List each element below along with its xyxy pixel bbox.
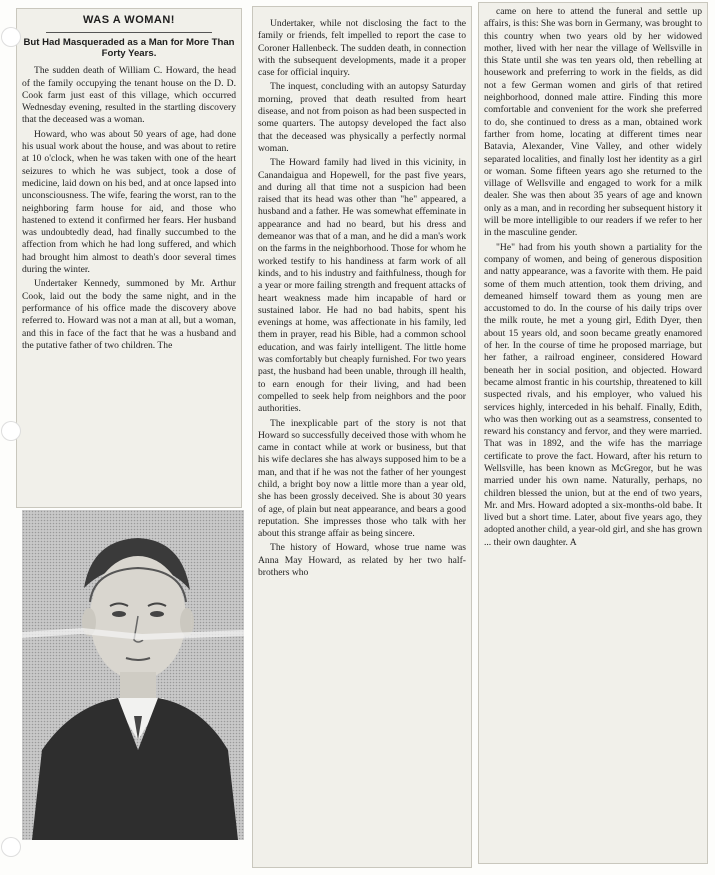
paragraph: The sudden death of William C. Howard, the head of the family occupying the tenant house on the D. D. Cook farm just east of this village, which occurred Wednesday evening, resulted in the startling discovery that the deceased was a woman. [22,65,236,126]
portrait-photo [22,510,244,840]
paragraph: Howard, who was about 50 years of age, had done his usual work about the house, and was about to retire at 10 o'clock, when he was taken with one of the heart seizures to which he was subject, took a dose of medicine, laid down on his bed, and at once lapsed into unconsciousness. The wife, fearing the worst, ran to the neighboring farm house for aid, and those who hastened to extend it confirmed her fears. Her husband was undoubtedly dead, had finally succumbed to the affection from which he had long suffered, and which had brought him almost to death's door several times during the winter. [22,128,236,276]
binder-hole [2,28,20,46]
paragraph: Undertaker, while not disclosing the fact to the family or friends, felt impelled to report the case to Coroner Hallenbeck. The sudden death, in connection with the subsequent developments, made it a proper case for official inquiry. [258,18,466,79]
binder-hole [2,422,20,440]
paragraph: The inexplicable part of the story is not that Howard so successfully deceived those with whom he came in contact while at work or business, but that his wife declares she has always supposed him to be a man, and that if he was not the father of her youngest child, a bright boy now a little more than a year old, she has been grossly deceived. She is about 30 years of age, of plain but neat appearance, and bears a good reputation. She impresses those who talk with her about this strange affair as being sincere. [258,417,466,540]
article-column-1 [16,8,242,508]
portrait-illustration [22,510,244,840]
paragraph: The inquest, concluding with an autopsy Saturday morning, proved that death resulted from heart disease, and not from poison as had been suspected in some quarters. The autopsy developed the fact also that the deceased was physically a perfectly normal woman. [258,81,466,154]
paragraph: came on here to attend the funeral and settle up affairs, is this: She was born in Germany, was brought to this country when two years old by her widowed mother, lived with her near the village of Wellsville in this State until she was ten years old, then rebelling at housework and preferring to work in the fields, as did not a few German women and girls of that retired neighborhood, donned male attire. Finding this more comfortable and convenient for the work she preferred to do, she continued to dress as a man, obtained work farther from home, locating at different times near Batavia, Alexander, Vine Valley, and other widely separated localities, and finally lost her identity as a girl or woman. Some fifteen years ago she returned to the village of Wellsville and engaged to work for a milk dealer. She was then about 35 years of age and known only as a man, and in recording her subsequent history it will be more intelligible to our readers if we refer to her in the masculine gender. [484,6,702,239]
binder-hole [2,838,20,856]
divider [46,32,212,33]
subheadline: But Had Masqueraded as a Man for More Than Forty Years. [23,37,235,60]
paragraph: The Howard family had lived in this vicinity, in Canandaigua and Hopewell, for the past five years, and during all that time not a suspicion had been raised that its head was other than "he" appeared, a husband and a father. He was somewhat effeminate in appearance and had no beard, but his dress and demeanor was that of a man, and he did a man's work on the farms in the neighborhood. Those for whom he worked testify to his handiness at farm work of all kinds, and to his industry and faithfulness, though for a year or more failing strength and frequent attacks of heart weakness made him incapable of hard or sustained labor. He had no bad habits, spent his evenings at home, was affectionate in his family, led them in prayer, read his Bible, had a common school education, and was fairly intelligent. The little home was comfortably but cheaply furnished. For two years past, the husband had been unable, through ill health, to earn enough for their living, and had been compelled to seek help from neighbors and the poor authorities. [258,157,466,415]
paragraph: "He" had from his youth shown a partiality for the company of women, and being of generous disposition and natty appearance, was a favorite with them. He paid some of them much attention, took them driving, and demeaned himself toward them as young men are accustomed to do. In the course of his daily trips over the milk route, he met a young girl, Edith Dyer, then about 15 years old, and soon became greatly enamored of her. In the course of time he proposed marriage, but her father, a railroad engineer, considered Howard beneath her in social position, and objected. Howard became almost frantic in his courtship, threatened to kill suspected rivals, and his employer, who valued his services highly, interceded in his behalf. Finally, Edith, who was then working out as a seamstress, consented to reward his constancy and fervor, and they were married. That was in 1892, and the wife has the marriage certificate to prove the fact. Howard, after his return to Wellsville, has been known as McGregor, but he was married under his own name. Naturally, perhaps, no children blessed the union, but at the end of two years, Mr. and Mrs. Howard adopted a six-months-old babe. It lived but a short time. Later, about five years ago, they adopted another child, a year-old girl, and she has grown ... their own daughter. A [484,241,702,548]
article-column-3 [478,2,708,864]
paragraph: Undertaker Kennedy, summoned by Mr. Arthur Cook, laid out the body the same night, and in the performance of his office made the discovery above referred to. Howard was not a man at all, but a woman, and this in face of the fact that he was a husband and the putative father of two children. The [22,278,236,351]
article-column-2 [252,6,472,868]
headline: WAS A WOMAN! [83,14,175,26]
paragraph: The history of Howard, whose true name was Anna May Howard, as related by her two half-brothers who [258,542,466,579]
